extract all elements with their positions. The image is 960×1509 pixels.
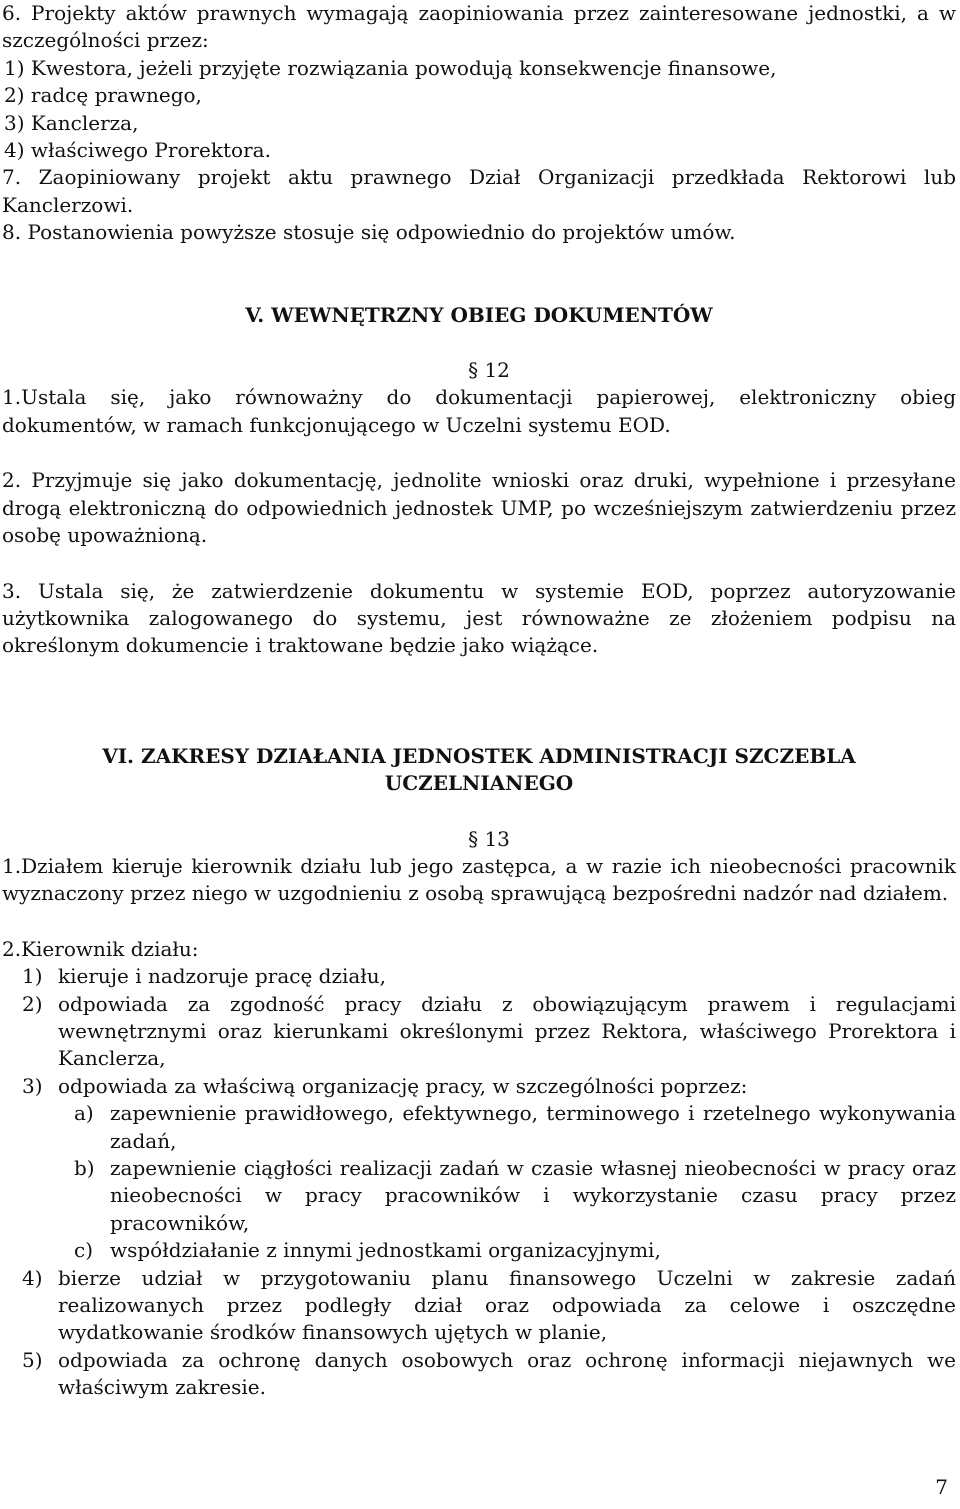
list-item: 2) radcę prawnego, xyxy=(4,83,202,108)
list-item: 1) Kwestora, jeżeli przyjęte rozwiązania powodują konsekwencje finansowe, xyxy=(4,55,777,80)
document-page xyxy=(2,0,956,1402)
sub-list-item-letter: a) xyxy=(74,1101,94,1126)
list-item-text: odpowiada za właściwą organizację pracy, w szczególności poprzez: xyxy=(58,1073,748,1098)
list-item-number: 1) xyxy=(22,964,43,989)
section-5-paragraph-3: 3. Ustala się, że zatwierdzenie dokumentu w systemie EOD, poprzez autoryzowanie użytkownika zalogowanego do systemu, jest równoważne ze złożeniem podpisu na określonym dokumencie i traktowane będzie jako wiążące. xyxy=(2,578,956,658)
section-5-paragraph-1: 1.Ustala się, jako równoważny do dokumentacji papierowej, elektroniczny obieg dokumentów, w ramach funkcjonującego w Uczelni systemu EOD. xyxy=(2,385,956,437)
section-5-paragraph-2: 2. Przyjmuje się jako dokumentację, jednolite wnioski oraz druki, wypełnione i przesyłane drogą elektroniczną do odpowiednich jednostek UMP, po wcześniejszym zatwierdzeniu przez osobę upoważnioną. xyxy=(2,468,956,548)
list-item-number: 2) xyxy=(22,991,43,1016)
paragraph-6: 6. Projekty aktów prawnych wymagają zaopiniowania przez zainteresowane jednostki, a w szczególności przez: xyxy=(2,1,956,53)
sub-list-item xyxy=(2,1155,956,1237)
list-item-number: 4) xyxy=(22,1265,43,1290)
sub-list-item-letter: c) xyxy=(74,1238,94,1263)
list-item xyxy=(2,991,956,1073)
sub-list-item xyxy=(2,1237,956,1264)
list-item xyxy=(2,1265,956,1347)
paragraph-7: 7. Zaopiniowany projekt aktu prawnego Dział Organizacji przedkłada Rektorowi lub Kanclerzowi. xyxy=(2,165,956,217)
list-item xyxy=(2,1073,956,1100)
page-number: 7 xyxy=(935,1475,948,1499)
section-6-paragraph-1: 1.Działem kieruje kierownik działu lub jego zastępca, a w razie ich nieobecności pracownik wyznaczony przez niego w uzgodnieniu z osobą sprawującą bezpośredni nadzór nad działem. xyxy=(2,853,956,906)
section-6-paragraph-2: 2.Kierownik działu: xyxy=(2,936,199,961)
sub-list-item-text: zapewnienie prawidłowego, efektywnego, terminowego i rzetelnego wykonywania zadań, xyxy=(110,1101,956,1153)
sub-list-item-letter: b) xyxy=(74,1156,95,1180)
section-6-title-line-1: VI. ZAKRESY DZIAŁANIA JEDNOSTEK ADMINISTRACJI SZCZEBLA xyxy=(102,743,856,768)
list-item-number: 5) xyxy=(22,1347,43,1372)
list-item-text: odpowiada za zgodność pracy działu z obowiązującym prawem i regulacjami wewnętrznymi oraz kierunkami określonymi przez Rektora, właściwego Prorektora i Kanclerza, xyxy=(58,991,956,1071)
list-item-text: bierze udział w przygotowaniu planu finansowego Uczelni w zakresie zadań realizowanych przez podległy dział oraz odpowiada za celowe i oszczędne wydatkowanie środków finansowych ujętych w planie, xyxy=(58,1265,956,1345)
sub-list-item xyxy=(2,1100,956,1155)
list-item: 3) Kanclerza, xyxy=(4,110,139,135)
sub-list-item-text: współdziałanie z innymi jednostkami organizacyjnymi, xyxy=(110,1238,661,1263)
list-item-text: odpowiada za ochronę danych osobowych oraz ochronę informacji niejawnych we właściwym zakresie. xyxy=(58,1347,956,1400)
list-item-text: kieruje i nadzoruje pracę działu, xyxy=(58,964,387,989)
section-mark-12: § 12 xyxy=(468,358,510,383)
list-item: 4) właściwego Prorektora. xyxy=(4,138,271,163)
sub-list-item-text: zapewnienie ciągłości realizacji zadań w czasie własnej nieobecności w pracy oraz nieobecności w pracy pracowników i wykorzystanie czasu pracy przez pracowników, xyxy=(110,1156,956,1235)
section-mark-13: § 13 xyxy=(468,826,510,851)
list-item-number: 3) xyxy=(22,1073,43,1098)
list-item xyxy=(2,963,956,990)
paragraph-8: 8. Postanowienia powyższe stosuje się odpowiednio do projektów umów. xyxy=(2,220,736,245)
list-item xyxy=(2,1347,956,1402)
section-5-title: V. WEWNĘTRZNY OBIEG DOKUMENTÓW xyxy=(245,302,713,327)
section-6-title-line-2: UCZELNIANEGO xyxy=(384,771,574,796)
